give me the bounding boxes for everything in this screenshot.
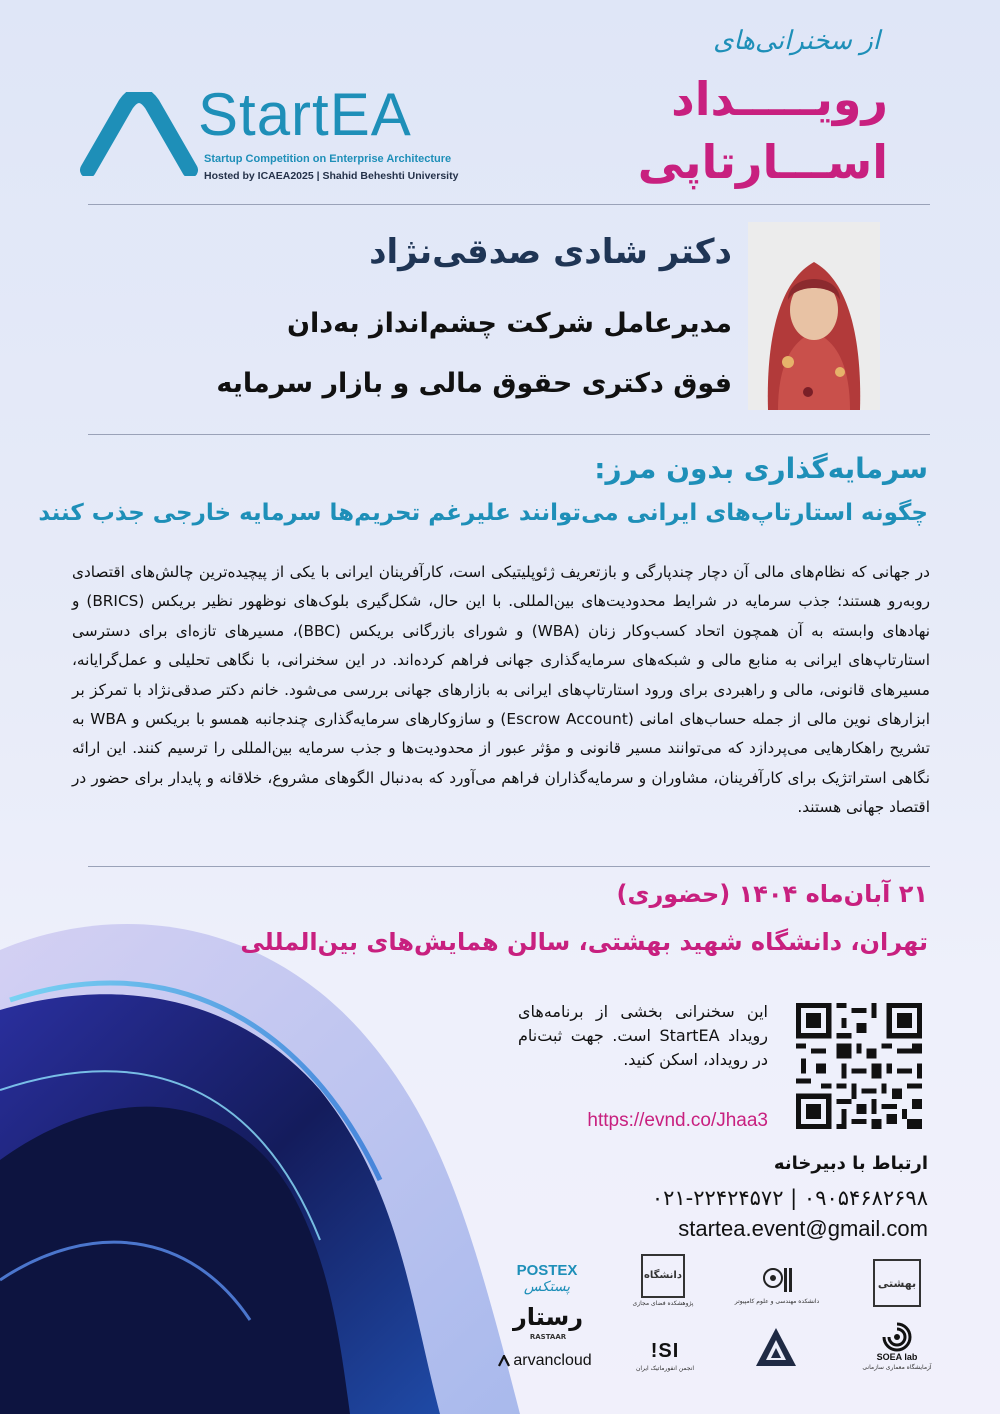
sbu-logo: بهشتی bbox=[872, 1256, 922, 1310]
cse-caption: دانشکده مهندسی و علوم کامپیوتر bbox=[734, 1297, 820, 1305]
postex-persian: پستکس bbox=[523, 1278, 571, 1295]
speaker-name: دکتر شادی صدقی‌نژاد bbox=[369, 232, 732, 272]
cse-faculty-mark-icon bbox=[761, 1264, 793, 1296]
header-line-1: از سخنرانی‌های bbox=[713, 26, 880, 56]
speaker-photo bbox=[748, 222, 880, 410]
contact-phones: ۰۲۱-۲۲۴۲۴۵۷۲ | ۰۹۰۵۴۶۸۲۶۹۸ bbox=[651, 1186, 928, 1210]
speaker-role: مدیرعامل شرکت چشم‌انداز به‌دان bbox=[286, 308, 732, 339]
rastaar-latin: RASTAAR bbox=[529, 1333, 567, 1341]
header-line-2: رویـــــداد bbox=[671, 72, 888, 126]
postex-logo bbox=[512, 1256, 582, 1300]
contact-email[interactable]: startea.event@gmail.com bbox=[678, 1216, 928, 1241]
arvancloud-logo bbox=[484, 1348, 606, 1374]
logo-hosted-by: Hosted by ICAEA2025 | Shahid Beheshti University bbox=[204, 170, 459, 182]
logo-subtitle: Startup Competition on Enterprise Architecture bbox=[204, 153, 452, 165]
event-venue: تهران، دانشگاه شهید بهشتی، سالن همایش‌های بین‌المللی bbox=[240, 928, 928, 956]
registration-text: این سخنرانی بخشی از برنامه‌های رویداد StartEA است. جهت ثبت‌نام در رویداد، اسکن کنید. bbox=[518, 1002, 768, 1069]
arvancloud-label: arvancloud bbox=[513, 1352, 592, 1369]
logo-title: StartEA bbox=[198, 81, 412, 148]
startea-mark-icon bbox=[80, 92, 198, 176]
soea-mark-icon bbox=[880, 1322, 914, 1352]
soea-caption: آزمایشگاه معماری سازمانی bbox=[862, 1363, 932, 1371]
talk-abstract: در جهانی که نظام‌های مالی آن دچار چندپارگی و بازتعریف ژئوپلیتیکی است، کارآفرینان ایرانی با یکی از پیچیده‌ترین چالش‌های اقتصادی روبه‌رو هستند؛ جذب سرمایه در شرایط محدودیت‌های بین‌المللی. با این حال، شکل‌گیری بلوک‌های نوظهور نظیر بریکس (BRICS) و نهادهای وابسته به آن همچون اتحاد کسب‌وکار زنان (WBA) و شورای بازرگانی بریکس (BBC)، مسیرهای تازه‌ای برای دسترسی استارتاپ‌های ایرانی به منابع مالی و شبکه‌های سرمایه‌گذاری جهانی فراهم کرده‌اند. در این سخنرانی، با نگاهی تحلیلی و عمل‌گرایانه، مسیرهای قانونی، مالی و راهبردی برای ورود استارتاپ‌های ایرانی به بازارهای جهانی بررسی می‌شود. خانم دکتر صدقی‌نژاد با تمرکز بر ابزارهای نوین مالی از جمله حساب‌های امانی (Escrow Account) و سازوکارهای سرمایه‌گذاری چندجانبه همسو با بریکس و WBA به تشریح راهکارهایی می‌پردازد که می‌توانند مسیر قانونی و مؤثر عبور از محدودیت‌ها و جذب سرمایه بین‌المللی را ترسیم کنند. این ارائه نگاهی استراتژیک برای کارآفرینان، مشاوران و سرمایه‌گذاران فراهم می‌آورد که به‌دنبال الگوهای مشروع، خلاقانه و پایدار برای حضور در اقتصاد جهانی هستند. bbox=[72, 563, 931, 817]
event-date: ۲۱ آبان‌ماه ۱۴۰۴ (حضوری) bbox=[616, 880, 928, 908]
cyberspace-caption: پژوهشکده فضای مجازی bbox=[632, 1299, 694, 1307]
talk-subtitle: چگونه استارتاپ‌های ایرانی می‌توانند علیرغم تحریم‌ها سرمایه خارجی جذب کنند bbox=[38, 500, 928, 526]
isi-caption: انجمن انفورماتیک ایران bbox=[635, 1365, 695, 1372]
arvancloud-mark-icon bbox=[498, 1355, 510, 1367]
header-line-3: اســـارتاپی bbox=[637, 135, 888, 189]
registration-qr-code[interactable] bbox=[796, 1003, 922, 1129]
registration-link[interactable]: https://evnd.co/Jhaa3 bbox=[587, 1110, 768, 1131]
postex-latin: POSTEX bbox=[516, 1261, 578, 1279]
divider bbox=[88, 434, 930, 435]
startea-logo bbox=[80, 81, 480, 188]
triangle-logo bbox=[752, 1322, 800, 1372]
divider bbox=[88, 204, 930, 205]
talk-title: سرمایه‌گذاری بدون مرز: bbox=[594, 452, 928, 485]
cse-faculty-logo bbox=[734, 1258, 820, 1310]
rastaar-logo: رستار RASTAAR bbox=[512, 1303, 584, 1341]
contact-heading: ارتباط با دبیرخانه bbox=[773, 1153, 928, 1174]
speaker-degree: فوق دکتری حقوق مالی و بازار سرمایه bbox=[216, 368, 732, 399]
triangle-mark-icon bbox=[754, 1326, 798, 1368]
divider bbox=[88, 866, 930, 867]
cyberspace-institute-logo: دانشگاه پژوهشکده فضای مجازی bbox=[640, 1252, 686, 1308]
soea-lab-logo bbox=[862, 1318, 932, 1374]
isi-logo: !SI انجمن انفورماتیک ایران bbox=[635, 1340, 695, 1372]
soea-label: SOEA lab bbox=[876, 1351, 918, 1362]
